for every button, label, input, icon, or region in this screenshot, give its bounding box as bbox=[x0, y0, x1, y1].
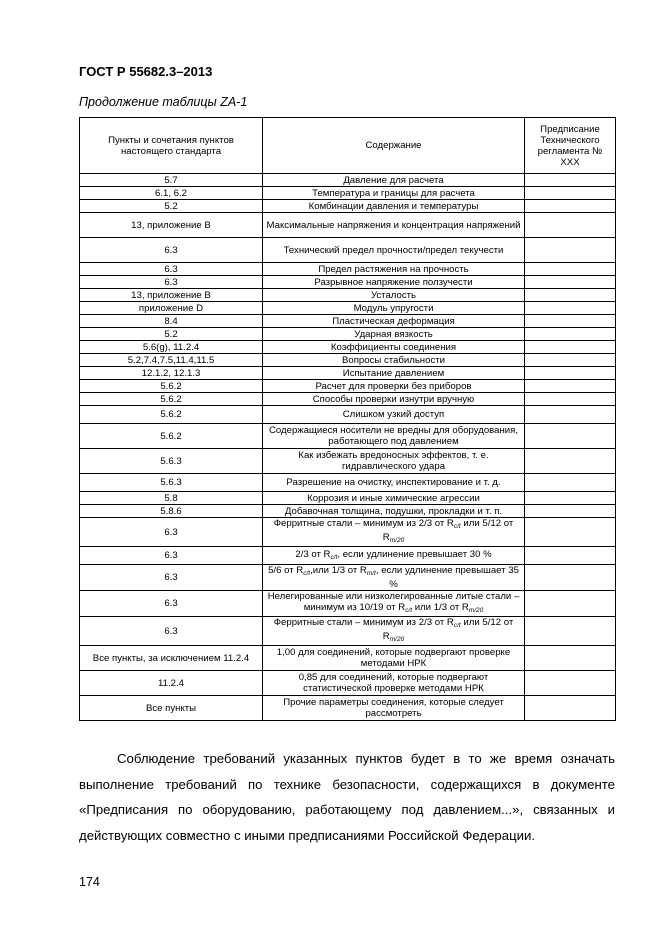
regulation-cell bbox=[525, 424, 616, 449]
content-cell: Предел растяжения на прочность bbox=[263, 263, 525, 276]
regulation-cell bbox=[525, 406, 616, 424]
table-row bbox=[80, 238, 616, 263]
content-cell: Модуль упругости bbox=[263, 302, 525, 315]
regulation-cell bbox=[525, 518, 616, 547]
content-cell: Ферритные стали – минимум из 2/3 от $R_{c/t}$ или 5/12 от $R_{m/20}$ bbox=[263, 617, 525, 646]
table-row bbox=[80, 263, 616, 276]
table-row bbox=[80, 289, 616, 302]
clause-cell: 12.1.2, 12.1.3 bbox=[80, 367, 263, 380]
clause-cell: 6.3 bbox=[80, 565, 263, 591]
clause-cell: 5.6.3 bbox=[80, 449, 263, 474]
content-cell: Добавочная толщина, подушки, прокладки и т. п. bbox=[263, 505, 525, 518]
content-cell: Как избежать вредоносных эффектов, т. е. гидравлического удара bbox=[263, 449, 525, 474]
table-row bbox=[80, 328, 616, 341]
content-cell: Комбинации давления и температуры bbox=[263, 200, 525, 213]
page-number: 174 bbox=[79, 875, 100, 889]
regulation-cell bbox=[525, 591, 616, 617]
regulation-cell bbox=[525, 492, 616, 505]
regulation-cell bbox=[525, 696, 616, 721]
regulation-cell bbox=[525, 449, 616, 474]
clause-cell: 11.2.4 bbox=[80, 671, 263, 696]
content-cell: Разрешение на очистку, инспектирование и т. д. bbox=[263, 474, 525, 492]
regulation-cell bbox=[525, 671, 616, 696]
content-cell: Температура и границы для расчета bbox=[263, 187, 525, 200]
table-row bbox=[80, 174, 616, 187]
table-row bbox=[80, 302, 616, 315]
clause-cell: 5.6(g), 11.2.4 bbox=[80, 341, 263, 354]
table-row bbox=[80, 565, 616, 591]
clause-cell: 5.7 bbox=[80, 174, 263, 187]
clause-cell: 6.3 bbox=[80, 238, 263, 263]
content-cell: Ударная вязкость bbox=[263, 328, 525, 341]
table-row bbox=[80, 518, 616, 547]
table-row bbox=[80, 200, 616, 213]
regulation-cell bbox=[525, 328, 616, 341]
regulation-cell bbox=[525, 213, 616, 238]
regulation-cell bbox=[525, 238, 616, 263]
header-clauses: Пункты и сочетания пунктов настоящего стандарта bbox=[80, 118, 263, 174]
header-content: Содержание bbox=[263, 118, 525, 174]
clause-cell: 6.3 bbox=[80, 263, 263, 276]
table-row bbox=[80, 696, 616, 721]
clause-cell: 5.8.6 bbox=[80, 505, 263, 518]
content-cell: 0,85 для соединений, которые подвергают статистической проверке методами НРК bbox=[263, 671, 525, 696]
regulation-cell bbox=[525, 380, 616, 393]
regulation-cell bbox=[525, 505, 616, 518]
table-row bbox=[80, 591, 616, 617]
table-row bbox=[80, 505, 616, 518]
regulation-cell bbox=[525, 474, 616, 492]
clause-cell: 6.1, 6.2 bbox=[80, 187, 263, 200]
table-caption: Продолжение таблицы ZA-1 bbox=[79, 95, 248, 109]
table-row bbox=[80, 315, 616, 328]
regulation-cell bbox=[525, 617, 616, 646]
document-header: ГОСТ Р 55682.3–2013 bbox=[79, 64, 213, 79]
regulation-cell bbox=[525, 276, 616, 289]
regulation-cell bbox=[525, 174, 616, 187]
clause-cell: 5.2 bbox=[80, 328, 263, 341]
regulation-cell bbox=[525, 393, 616, 406]
content-cell: Способы проверки изнутри вручную bbox=[263, 393, 525, 406]
regulation-cell bbox=[525, 547, 616, 565]
clause-cell: Все пункты bbox=[80, 696, 263, 721]
clause-cell: 5.6.2 bbox=[80, 406, 263, 424]
content-cell: Испытание давлением bbox=[263, 367, 525, 380]
regulation-cell bbox=[525, 341, 616, 354]
clause-cell: 6.3 bbox=[80, 617, 263, 646]
clause-cell: 8.4 bbox=[80, 315, 263, 328]
table-row bbox=[80, 406, 616, 424]
regulation-cell bbox=[525, 367, 616, 380]
clause-cell: 6.3 bbox=[80, 591, 263, 617]
content-cell: Прочие параметры соединения, которые следует рассмотреть bbox=[263, 696, 525, 721]
table-row bbox=[80, 354, 616, 367]
clause-cell: 6.3 bbox=[80, 547, 263, 565]
table-row bbox=[80, 341, 616, 354]
table-row bbox=[80, 646, 616, 671]
content-cell: Ферритные стали – минимум из 2/3 от $R_{c/t}$ или 5/12 от $R_{m/20}$ bbox=[263, 518, 525, 547]
header-regulation: Предписание Технического регламента № XXX bbox=[525, 118, 616, 174]
table-row bbox=[80, 671, 616, 696]
clause-cell: 6.3 bbox=[80, 276, 263, 289]
clause-cell: приложение D bbox=[80, 302, 263, 315]
regulation-cell bbox=[525, 565, 616, 591]
regulation-cell bbox=[525, 646, 616, 671]
content-cell: Разрывное напряжение ползучести bbox=[263, 276, 525, 289]
regulation-cell bbox=[525, 289, 616, 302]
table-header-row bbox=[80, 118, 616, 174]
clause-cell: 13, приложение В bbox=[80, 289, 263, 302]
table-row bbox=[80, 547, 616, 565]
content-cell: Коэффициенты соединения bbox=[263, 341, 525, 354]
content-cell: Пластическая деформация bbox=[263, 315, 525, 328]
clause-cell: 5.8 bbox=[80, 492, 263, 505]
regulation-cell bbox=[525, 200, 616, 213]
table-row bbox=[80, 617, 616, 646]
regulation-cell bbox=[525, 187, 616, 200]
table-row bbox=[80, 213, 616, 238]
content-cell: Технический предел прочности/предел текучести bbox=[263, 238, 525, 263]
content-cell: Нелегированные или низколегированные литые стали – минимум из 10/19 от $R_{c/t}$ или 1/3 от $R_{m/20}$ bbox=[263, 591, 525, 617]
table-row bbox=[80, 424, 616, 449]
table-row bbox=[80, 187, 616, 200]
content-cell: 5/6 от $R_{c/t},или$ 1/3 от $R_{m/t}$, если удлинение превышает 35 % bbox=[263, 565, 525, 591]
content-cell: 2/3 от $R_{c/t}$, если удлинение превышает 30 % bbox=[263, 547, 525, 565]
clause-cell: Все пункты, за исключением 11.2.4 bbox=[80, 646, 263, 671]
content-cell: Коррозия и иные химические агрессии bbox=[263, 492, 525, 505]
table-row bbox=[80, 380, 616, 393]
content-cell: Расчет для проверки без приборов bbox=[263, 380, 525, 393]
clause-cell: 5.2,7.4,7.5,11.4,11.5 bbox=[80, 354, 263, 367]
clause-cell: 5.6.2 bbox=[80, 380, 263, 393]
table-row bbox=[80, 276, 616, 289]
content-cell: Вопросы стабильности bbox=[263, 354, 525, 367]
clause-cell: 5.2 bbox=[80, 200, 263, 213]
clause-cell: 5.6.2 bbox=[80, 393, 263, 406]
clause-cell: 13, приложение В bbox=[80, 213, 263, 238]
content-cell: Содержащиеся носители не вредны для оборудования, работающего под давлением bbox=[263, 424, 525, 449]
regulation-cell bbox=[525, 315, 616, 328]
table-row bbox=[80, 393, 616, 406]
content-cell: Усталость bbox=[263, 289, 525, 302]
regulation-cell bbox=[525, 302, 616, 315]
content-cell: 1,00 для соединений, которые подвергают проверке методами НРК bbox=[263, 646, 525, 671]
regulation-cell bbox=[525, 263, 616, 276]
table-row bbox=[80, 492, 616, 505]
table-row bbox=[80, 449, 616, 474]
content-cell: Слишком узкий доступ bbox=[263, 406, 525, 424]
content-cell: Давление для расчета bbox=[263, 174, 525, 187]
body-paragraph: Соблюдение требований указанных пунктов будет в то же время означать выполнение требований по технике безопасности, содержащихся в документе «Предписания по оборудованию, работающему под давлением...», связанных и действующих совместно с иными предписаниями Российской Федерации. bbox=[79, 751, 615, 843]
table-row bbox=[80, 474, 616, 492]
table-row bbox=[80, 367, 616, 380]
requirements-table bbox=[79, 117, 616, 721]
clause-cell: 5.6.3 bbox=[80, 474, 263, 492]
content-cell: Максимальные напряжения и концентрация напряжений bbox=[263, 213, 525, 238]
clause-cell: 5.6.2 bbox=[80, 424, 263, 449]
clause-cell: 6.3 bbox=[80, 518, 263, 547]
regulation-cell bbox=[525, 354, 616, 367]
